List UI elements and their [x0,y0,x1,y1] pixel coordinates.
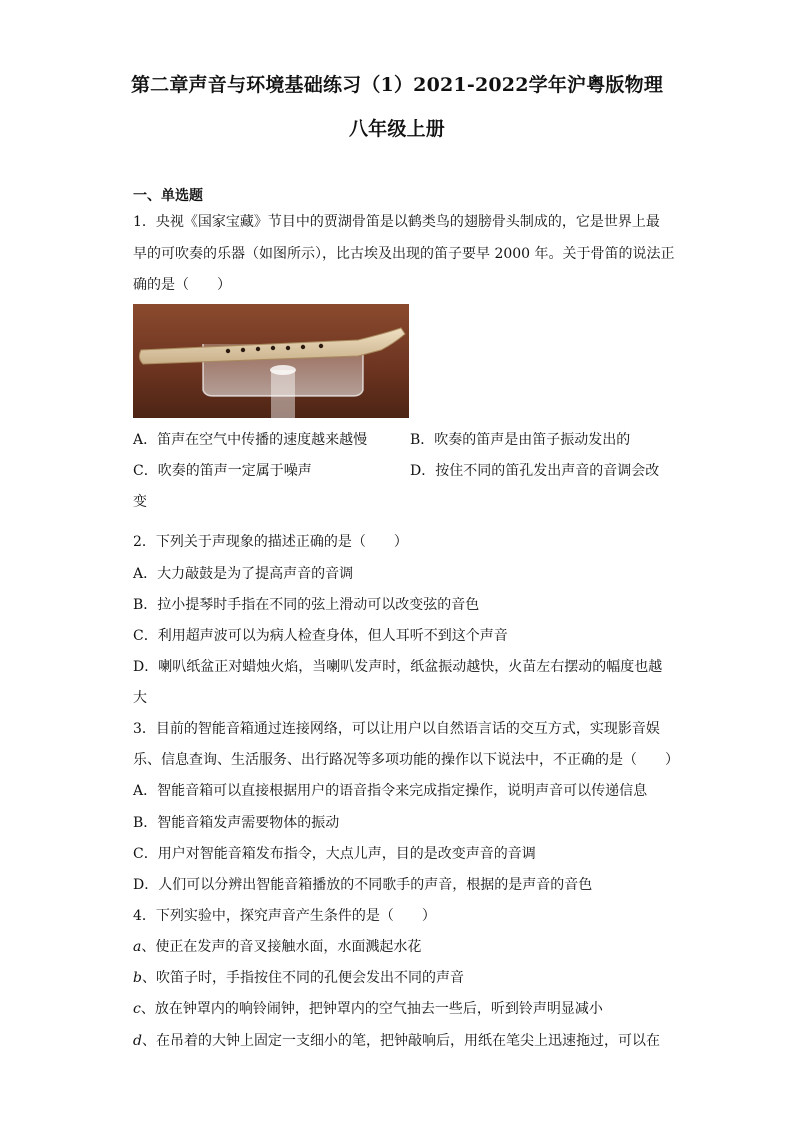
q2-option-b: B．拉小提琴时手指在不同的弦上滑动可以改变弦的音色 [133,597,480,613]
q2-option-a: A．大力敲鼓是为了提高声音的音调 [133,566,354,582]
q2-stem: 2．下列关于声现象的描述正确的是（ ） [133,534,408,550]
q1-option-c: C．吹奏的笛声一定属于噪声 [133,463,312,479]
q4-item-d-label: d [133,1033,142,1049]
q3-stem-line-1: 3．目前的智能音箱通过连接网络，可以让用户以自然语言话的交互方式，实现影音娱 [133,721,660,737]
q3-option-b: B．智能音箱发声需要物体的振动 [133,815,340,831]
q4-item-a-label: a [133,939,142,955]
bone-flute-photo [133,304,409,418]
q4-item-c-label: c [133,1001,141,1017]
q4-item-d [133,1031,660,1051]
q1-stem-line-2: 早的可吹奏的乐器（如图所示），比古埃及出现的笛子要早 2000 年。关于骨笛的说法正 [133,246,675,262]
q2-option-d-line-1: D．喇叭纸盆正对蜡烛火焰，当喇叭发声时，纸盆振动越快，火苗左右摆动的幅度也越 [133,659,663,675]
q1-option-d-line-1: D．按住不同的笛孔发出声音的音调会改 [410,463,660,479]
q4-item-a [133,937,421,957]
q4-item-d-text: 、在吊着的大钟上固定一支细小的笔，把钟敲响后，用纸在笔尖上迅速拖过，可以在 [141,1033,660,1049]
q1-option-a: A．笛声在空气中传播的速度越来越慢 [133,432,368,448]
q3-stem-line-2: 乐、信息查询、生活服务、出行路况等多项功能的操作以下说法中，不正确的是（ ） [133,752,679,768]
q4-item-b-text: 、吹笛子时，手指按住不同的孔便会发出不同的声音 [141,970,464,986]
q4-item-c-text: 、放在钟罩内的响铃闹钟，把钟罩内的空气抽去一些后，听到铃声明显减小 [140,1001,603,1017]
q4-stem: 4．下列实验中，探究声音产生条件的是（ ） [133,908,436,924]
q4-item-c [133,999,603,1019]
q4-item-b-label: b [133,970,142,986]
q1-stem-line-3: 确的是（ ） [133,277,231,293]
q2-option-d-line-2: 大 [133,690,147,706]
section-heading: 一、单选题 [133,188,203,204]
page-title-line-1: 第二章声音与环境基础练习（1）2021-2022学年沪粤版物理 [130,74,664,96]
bone-flute-icon [133,304,409,418]
q3-option-d: D．人们可以分辨出智能音箱播放的不同歌手的声音，根据的是声音的音色 [133,877,593,893]
q3-option-a: A．智能音箱可以直接根据用户的语音指令来完成指定操作，说明声音可以传递信息 [133,783,648,799]
q1-stem-line-1: 1．央视《国家宝藏》节目中的贾湖骨笛是以鹤类鸟的翅膀骨头制成的，它是世界上最 [133,214,660,230]
q1-option-b: B．吹奏的笛声是由笛子振动发出的 [410,432,631,448]
q1-option-d-line-2: 变 [133,494,147,510]
q4-item-b [133,968,464,988]
page-title-line-2: 八年级上册 [348,118,445,140]
q2-option-c: C．利用超声波可以为病人检查身体，但人耳听不到这个声音 [133,628,508,644]
q4-item-a-text: 、使正在发声的音叉接触水面，水面溅起水花 [141,939,422,955]
q3-option-c: C．用户对智能音箱发布指令，大点儿声，目的是改变声音的音调 [133,846,536,862]
